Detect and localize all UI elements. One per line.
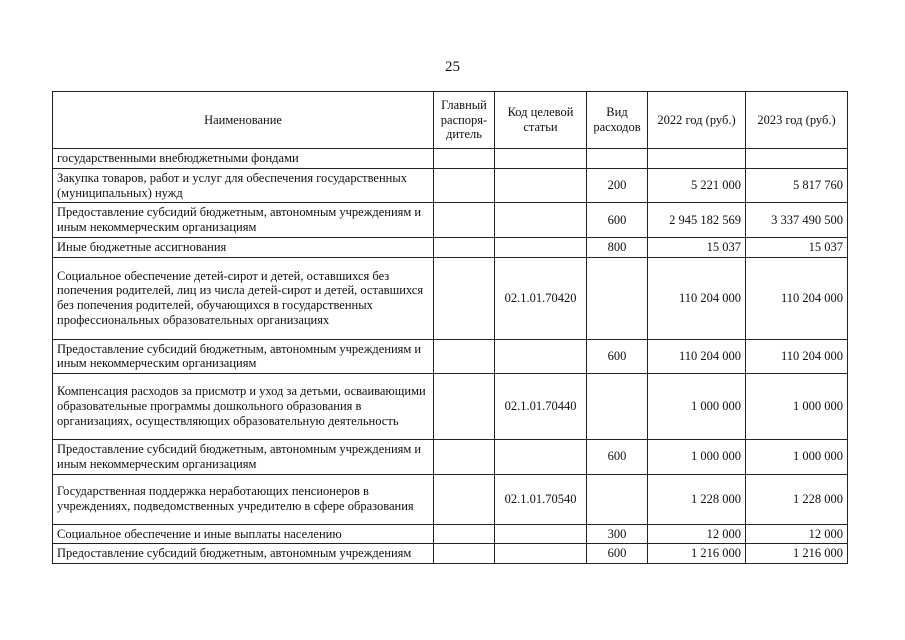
- cell-expense-kind: 600: [587, 544, 648, 564]
- cell-expense-kind: 600: [587, 203, 648, 238]
- cell-name: Закупка товаров, работ и услуг для обеспечения государственных (муниципальных) нужд: [53, 168, 434, 203]
- cell-target-code: 02.1.01.70420: [495, 257, 587, 339]
- cell-expense-kind: [587, 474, 648, 524]
- table-header-row: [53, 92, 848, 149]
- cell-target-code: [495, 544, 587, 564]
- page-number: 25: [445, 59, 460, 75]
- budget-table: [52, 91, 848, 564]
- table-row: [53, 237, 848, 257]
- table-row: [53, 440, 848, 475]
- cell-year-2023: 12 000: [746, 524, 848, 544]
- table-row: [53, 203, 848, 238]
- cell-name: Предоставление субсидий бюджетным, автономным учреждениям и иным некоммерческим организациям: [53, 339, 434, 374]
- cell-main-manager: [434, 544, 495, 564]
- cell-target-code: [495, 339, 587, 374]
- cell-name: Социальное обеспечение детей-сирот и детей, оставшихся без попечения родителей, лиц из числа детей-сирот и детей, оставшихся без попечения родителей, обучающихся в государственных профессиональных образовательных организациях: [53, 257, 434, 339]
- cell-target-code: [495, 524, 587, 544]
- table-row: [53, 544, 848, 564]
- cell-expense-kind: 600: [587, 440, 648, 475]
- cell-target-code: 02.1.01.70440: [495, 374, 587, 440]
- cell-main-manager: [434, 524, 495, 544]
- cell-name: Компенсация расходов за присмотр и уход за детьми, осваивающими образовательные программы дошкольного образования в организациях, осуществляющих образовательную деятельность: [53, 374, 434, 440]
- header-expense-kind: Вид расходов: [587, 92, 648, 149]
- cell-year-2022: 1 216 000: [648, 544, 746, 564]
- cell-name: Государственная поддержка неработающих пенсионеров в учреждениях, подведомственных учредителю в сфере образования: [53, 474, 434, 524]
- cell-main-manager: [434, 440, 495, 475]
- cell-expense-kind: [587, 257, 648, 339]
- header-year-2023: 2023 год (руб.): [746, 92, 848, 149]
- header-target-code: Код целевой статьи: [495, 92, 587, 149]
- cell-main-manager: [434, 149, 495, 169]
- header-name: Наименование: [53, 92, 434, 149]
- cell-expense-kind: 600: [587, 339, 648, 374]
- cell-target-code: [495, 440, 587, 475]
- cell-name: Предоставление субсидий бюджетным, автономным учреждениям и иным некоммерческим организациям: [53, 440, 434, 475]
- cell-target-code: [495, 168, 587, 203]
- cell-year-2022: 15 037: [648, 237, 746, 257]
- cell-main-manager: [434, 237, 495, 257]
- cell-target-code: [495, 237, 587, 257]
- cell-year-2023: 1 216 000: [746, 544, 848, 564]
- cell-name: Иные бюджетные ассигнования: [53, 237, 434, 257]
- cell-year-2023: 1 000 000: [746, 374, 848, 440]
- table-row: [53, 374, 848, 440]
- cell-name: Предоставление субсидий бюджетным, автономным учреждениям: [53, 544, 434, 564]
- cell-year-2023: 110 204 000: [746, 339, 848, 374]
- cell-year-2022: 110 204 000: [648, 257, 746, 339]
- cell-target-code: [495, 203, 587, 238]
- table-row: [53, 149, 848, 169]
- cell-expense-kind: [587, 149, 648, 169]
- cell-year-2023: 110 204 000: [746, 257, 848, 339]
- table-row: [53, 168, 848, 203]
- cell-year-2023: [746, 149, 848, 169]
- cell-main-manager: [434, 474, 495, 524]
- cell-expense-kind: 800: [587, 237, 648, 257]
- cell-target-code: 02.1.01.70540: [495, 474, 587, 524]
- cell-name: Социальное обеспечение и иные выплаты населению: [53, 524, 434, 544]
- table-row: [53, 474, 848, 524]
- cell-expense-kind: [587, 374, 648, 440]
- cell-year-2023: 1 228 000: [746, 474, 848, 524]
- cell-year-2022: 1 228 000: [648, 474, 746, 524]
- cell-year-2022: [648, 149, 746, 169]
- cell-main-manager: [434, 374, 495, 440]
- cell-year-2022: 110 204 000: [648, 339, 746, 374]
- cell-name: Предоставление субсидий бюджетным, автономным учреждениям и иным некоммерческим организациям: [53, 203, 434, 238]
- cell-year-2022: 1 000 000: [648, 440, 746, 475]
- cell-main-manager: [434, 339, 495, 374]
- cell-year-2023: 3 337 490 500: [746, 203, 848, 238]
- cell-year-2022: 1 000 000: [648, 374, 746, 440]
- cell-name: государственными внебюджетными фондами: [53, 149, 434, 169]
- cell-main-manager: [434, 168, 495, 203]
- cell-main-manager: [434, 257, 495, 339]
- cell-expense-kind: 300: [587, 524, 648, 544]
- header-year-2022: 2022 год (руб.): [648, 92, 746, 149]
- cell-target-code: [495, 149, 587, 169]
- table-row: [53, 257, 848, 339]
- cell-year-2022: 5 221 000: [648, 168, 746, 203]
- table-row: [53, 524, 848, 544]
- cell-year-2023: 15 037: [746, 237, 848, 257]
- cell-year-2022: 2 945 182 569: [648, 203, 746, 238]
- cell-year-2023: 1 000 000: [746, 440, 848, 475]
- cell-year-2022: 12 000: [648, 524, 746, 544]
- cell-main-manager: [434, 203, 495, 238]
- header-main-manager: Главный распоря-дитель: [434, 92, 495, 149]
- cell-year-2023: 5 817 760: [746, 168, 848, 203]
- table-row: [53, 339, 848, 374]
- cell-expense-kind: 200: [587, 168, 648, 203]
